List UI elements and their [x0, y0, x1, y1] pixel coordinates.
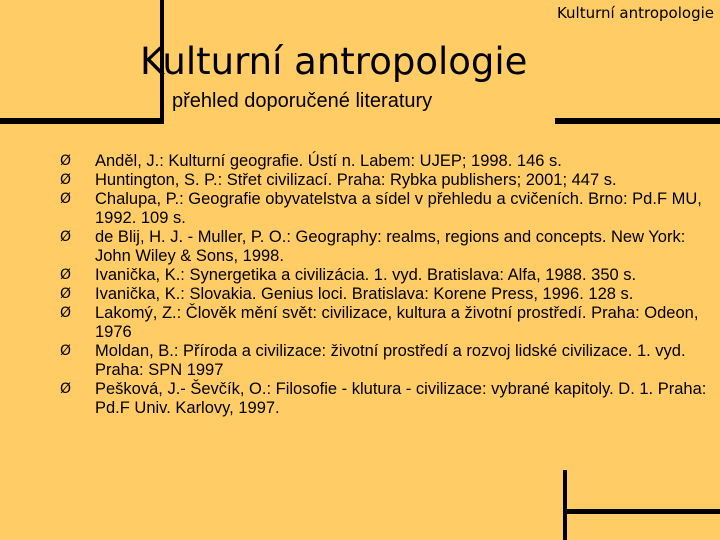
arrow-bullet-icon: Ø	[60, 381, 72, 397]
arrow-bullet-icon: Ø	[60, 343, 72, 359]
arrow-bullet-icon: Ø	[60, 172, 72, 188]
decorative-bar-right	[555, 118, 720, 124]
arrow-bullet-icon: Ø	[60, 286, 72, 302]
arrow-bullet-icon: Ø	[60, 229, 72, 245]
list-item	[60, 152, 710, 171]
list-item	[60, 285, 710, 304]
list-item	[60, 342, 710, 380]
slide-subtitle: přehled doporučené literatury	[172, 90, 433, 112]
list-item	[60, 304, 710, 342]
list-item	[60, 380, 710, 418]
reference-list	[60, 152, 710, 418]
decorative-vertical-bar-bottom	[563, 470, 567, 540]
list-item	[60, 171, 710, 190]
list-item	[60, 190, 710, 228]
reference-text: Pešková, J.- Ševčík, O.: Filosofie - klutura - civilizace: vybrané kapitoly. D. 1. Praha: Pd.F Univ. Karlovy, 1997.	[95, 380, 707, 417]
list-item	[60, 228, 710, 266]
reference-text: Anděl, J.: Kulturní geografie. Ústí n. Labem: UJEP; 1998. 146 s.	[95, 152, 562, 170]
slide-title: Kulturní antropologie	[140, 40, 528, 83]
reference-text: Chalupa, P.: Geografie obyvatelstva a sídel v přehledu a cvičeních. Brno: Pd.F MU, 1992. 109 s.	[95, 190, 702, 227]
list-item	[60, 266, 710, 285]
arrow-bullet-icon: Ø	[60, 267, 72, 283]
reference-text: Lakomý, Z.: Člověk mění svět: civilizace, kultura a životní prostředí. Praha: Odeon, 1976	[95, 304, 699, 341]
reference-text: de Blij, H. J. - Muller, P. O.: Geography: realms, regions and concepts. New York: John Wiley & Sons, 1998.	[95, 228, 686, 265]
reference-text: Ivanička, K.: Slovakia. Genius loci. Bratislava: Korene Press, 1996. 128 s.	[95, 285, 634, 303]
arrow-bullet-icon: Ø	[60, 191, 72, 207]
reference-text: Moldan, B.: Příroda a civilizace: životní prostředí a rozvoj lidské civilizace. 1. vyd. Praha: SPN 1997	[95, 342, 686, 379]
arrow-bullet-icon: Ø	[60, 153, 72, 169]
reference-text: Huntington, S. P.: Střet civilizací. Praha: Rybka publishers; 2001; 447 s.	[95, 171, 617, 189]
running-header: Kulturní antropologie	[556, 4, 714, 22]
decorative-bar-left	[0, 118, 160, 124]
reference-text: Ivanička, K.: Synergetika a civilizácia. 1. vyd. Bratislava: Alfa, 1988. 350 s.	[95, 266, 637, 284]
arrow-bullet-icon: Ø	[60, 305, 72, 321]
decorative-bar-bottom	[567, 509, 720, 514]
